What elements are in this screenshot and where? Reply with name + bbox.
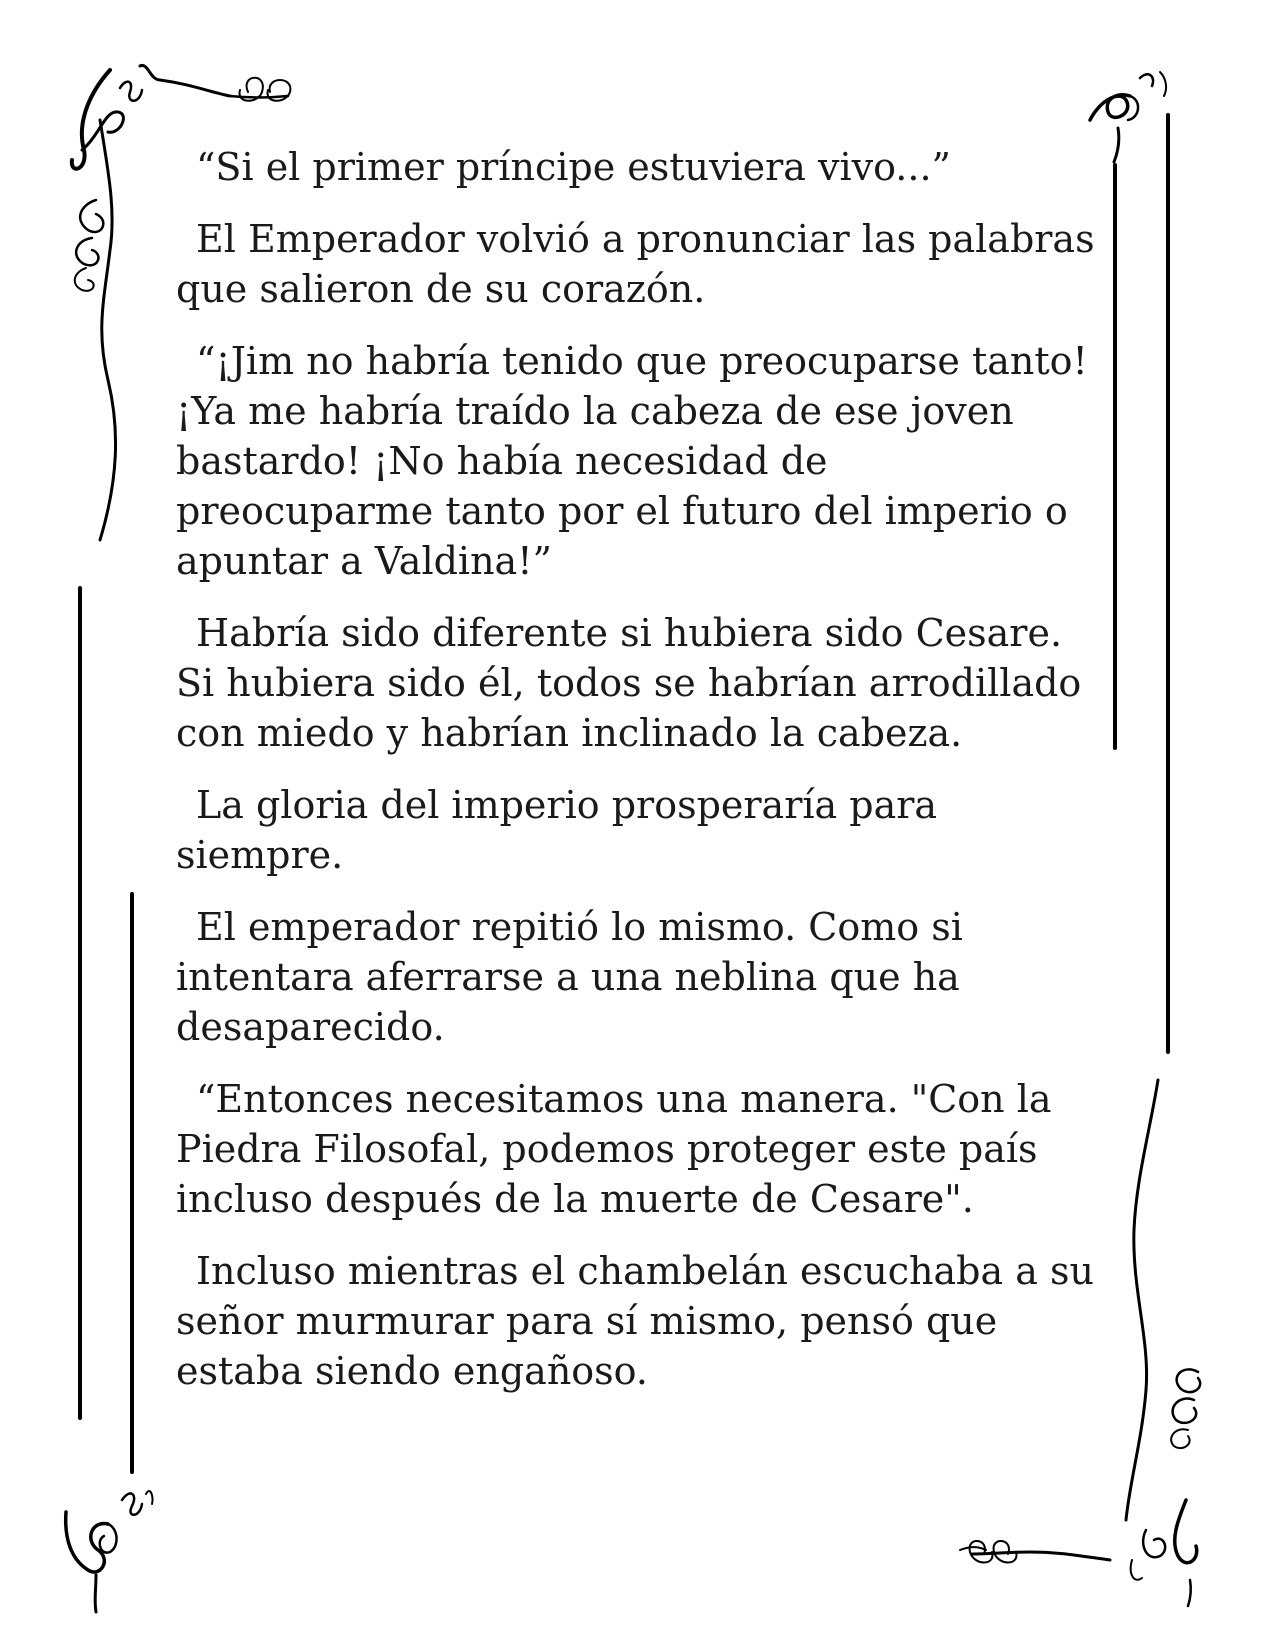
story-text [176,142,1096,1418]
paragraph: “Entonces necesitamos una manera. "Con la Piedra Filosofal, podemos proteger este país incluso después de la muerte de Cesare". [176,1077,1052,1221]
paragraph: Habría sido diferente si hubiera sido Cesare. Si hubiera sido él, todos se habrían arrodillado con miedo y habrían inclinado la cabeza. [176,611,1082,755]
flourish-bottom-left-icon [66,1491,153,1612]
paragraph: El emperador repitió lo mismo. Como si intentara aferrarse a una neblina que ha desaparecido. [176,905,963,1049]
paragraph: El Emperador volvió a pronunciar las palabras que salieron de su corazón. [176,217,1095,311]
paragraph: Incluso mientras el chambelán escuchaba a su señor murmurar para sí mismo, pensó que estaba siendo engañoso. [176,1249,1094,1393]
paragraph: “Si el primer príncipe estuviera vivo...” [196,145,951,189]
paragraph: La gloria del imperio prosperaría para siempre. [176,783,938,877]
paragraph: “¡Jim no habría tenido que preocuparse tanto! ¡Ya me habría traído la cabeza de ese joven bastardo! ¡No había necesidad de preocuparme tanto por el futuro del imperio o apuntar a Valdina!” [176,339,1088,583]
flourish-top-right-icon [1090,72,1166,162]
